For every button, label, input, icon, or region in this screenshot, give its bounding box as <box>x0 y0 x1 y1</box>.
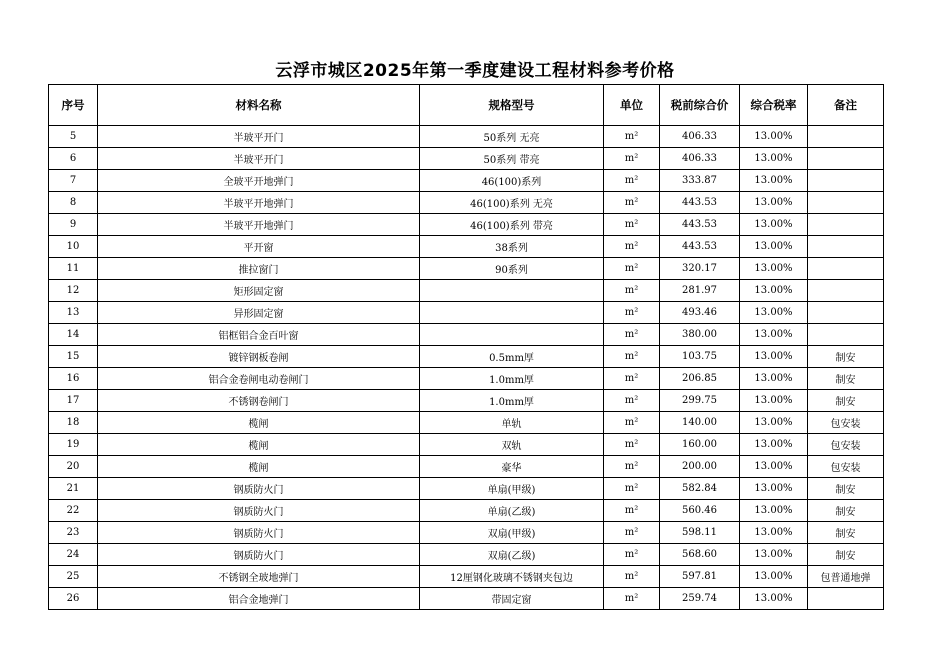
cell-index: 20 <box>49 456 98 478</box>
cell-pretax-price: 598.11 <box>660 522 740 544</box>
cell-spec: 双轨 <box>420 434 604 456</box>
col-header-unit: 单位 <box>604 85 660 126</box>
cell-material-name: 钢质防火门 <box>98 478 420 500</box>
cell-spec: 双扇(乙级) <box>420 544 604 566</box>
cell-pretax-price: 560.46 <box>660 500 740 522</box>
cell-spec: 12厘钢化玻璃不锈钢夹包边 <box>420 566 604 588</box>
cell-material-name: 不锈钢卷闸门 <box>98 390 420 412</box>
cell-index: 13 <box>49 302 98 324</box>
cell-unit: m² <box>604 500 660 522</box>
cell-pretax-price: 380.00 <box>660 324 740 346</box>
cell-spec: 46(100)系列 无亮 <box>420 192 604 214</box>
table-row <box>49 148 884 170</box>
cell-index: 17 <box>49 390 98 412</box>
table-row <box>49 456 884 478</box>
table-row <box>49 544 884 566</box>
table-row <box>49 170 884 192</box>
cell-tax-rate: 13.00% <box>740 346 808 368</box>
cell-material-name: 榄闸 <box>98 456 420 478</box>
cell-remarks <box>808 258 884 280</box>
cell-material-name: 铝框铝合金百叶窗 <box>98 324 420 346</box>
cell-index: 12 <box>49 280 98 302</box>
cell-unit: m² <box>604 368 660 390</box>
cell-spec <box>420 324 604 346</box>
cell-pretax-price: 103.75 <box>660 346 740 368</box>
cell-tax-rate: 13.00% <box>740 500 808 522</box>
cell-index: 11 <box>49 258 98 280</box>
table-row <box>49 214 884 236</box>
cell-spec: 50系列 无亮 <box>420 126 604 148</box>
cell-spec: 46(100)系列 <box>420 170 604 192</box>
cell-unit: m² <box>604 544 660 566</box>
cell-material-name: 钢质防火门 <box>98 544 420 566</box>
cell-remarks: 包安装 <box>808 412 884 434</box>
cell-spec: 90系列 <box>420 258 604 280</box>
cell-remarks <box>808 192 884 214</box>
cell-pretax-price: 160.00 <box>660 434 740 456</box>
cell-material-name: 钢质防火门 <box>98 522 420 544</box>
cell-remarks <box>808 280 884 302</box>
table-body <box>49 126 884 610</box>
cell-pretax-price: 443.53 <box>660 214 740 236</box>
cell-spec: 38系列 <box>420 236 604 258</box>
cell-tax-rate: 13.00% <box>740 258 808 280</box>
cell-material-name: 不锈钢全玻地弹门 <box>98 566 420 588</box>
cell-unit: m² <box>604 192 660 214</box>
page-title: 云浮市城区2025年第一季度建设工程材料参考价格 <box>275 61 675 81</box>
cell-index: 7 <box>49 170 98 192</box>
cell-pretax-price: 597.81 <box>660 566 740 588</box>
cell-pretax-price: 206.85 <box>660 368 740 390</box>
cell-index: 19 <box>49 434 98 456</box>
cell-index: 15 <box>49 346 98 368</box>
cell-unit: m² <box>604 522 660 544</box>
table-row <box>49 302 884 324</box>
cell-pretax-price: 443.53 <box>660 192 740 214</box>
cell-spec: 50系列 带亮 <box>420 148 604 170</box>
cell-remarks: 包普通地弹 <box>808 566 884 588</box>
cell-index: 25 <box>49 566 98 588</box>
cell-spec <box>420 280 604 302</box>
col-header-material-name: 材料名称 <box>98 85 420 126</box>
cell-spec: 1.0mm厚 <box>420 390 604 412</box>
cell-unit: m² <box>604 126 660 148</box>
table-row <box>49 368 884 390</box>
cell-spec: 双扇(甲级) <box>420 522 604 544</box>
table-row <box>49 522 884 544</box>
cell-unit: m² <box>604 258 660 280</box>
cell-material-name: 全玻平开地弹门 <box>98 170 420 192</box>
cell-index: 14 <box>49 324 98 346</box>
cell-remarks: 制安 <box>808 500 884 522</box>
cell-index: 8 <box>49 192 98 214</box>
cell-tax-rate: 13.00% <box>740 522 808 544</box>
cell-unit: m² <box>604 434 660 456</box>
cell-tax-rate: 13.00% <box>740 170 808 192</box>
cell-spec: 带固定窗 <box>420 588 604 610</box>
col-header-pretax-price: 税前综合价 <box>660 85 740 126</box>
table-row <box>49 478 884 500</box>
cell-pretax-price: 568.60 <box>660 544 740 566</box>
cell-remarks: 制安 <box>808 522 884 544</box>
cell-material-name: 榄闸 <box>98 412 420 434</box>
cell-index: 22 <box>49 500 98 522</box>
table-header-row <box>49 85 884 126</box>
cell-index: 6 <box>49 148 98 170</box>
cell-tax-rate: 13.00% <box>740 126 808 148</box>
cell-pretax-price: 406.33 <box>660 126 740 148</box>
cell-tax-rate: 13.00% <box>740 148 808 170</box>
cell-spec: 1.0mm厚 <box>420 368 604 390</box>
col-header-spec: 规格型号 <box>420 85 604 126</box>
cell-index: 26 <box>49 588 98 610</box>
cell-pretax-price: 493.46 <box>660 302 740 324</box>
cell-pretax-price: 333.87 <box>660 170 740 192</box>
cell-tax-rate: 13.00% <box>740 236 808 258</box>
cell-unit: m² <box>604 412 660 434</box>
cell-material-name: 半玻平开门 <box>98 148 420 170</box>
table-row <box>49 500 884 522</box>
table-row <box>49 390 884 412</box>
cell-unit: m² <box>604 280 660 302</box>
cell-spec: 0.5mm厚 <box>420 346 604 368</box>
cell-material-name: 镀锌钢板卷闸 <box>98 346 420 368</box>
col-header-tax-rate: 综合税率 <box>740 85 808 126</box>
cell-material-name: 铝合金卷闸电动卷闸门 <box>98 368 420 390</box>
cell-pretax-price: 259.74 <box>660 588 740 610</box>
cell-remarks <box>808 148 884 170</box>
cell-unit: m² <box>604 566 660 588</box>
cell-index: 9 <box>49 214 98 236</box>
cell-material-name: 半玻平开门 <box>98 126 420 148</box>
col-header-remarks: 备注 <box>808 85 884 126</box>
table-row <box>49 258 884 280</box>
table-row <box>49 192 884 214</box>
cell-tax-rate: 13.00% <box>740 368 808 390</box>
cell-remarks <box>808 588 884 610</box>
cell-material-name: 异形固定窗 <box>98 302 420 324</box>
cell-material-name: 半玻平开地弹门 <box>98 214 420 236</box>
cell-index: 24 <box>49 544 98 566</box>
cell-remarks <box>808 236 884 258</box>
cell-material-name: 铝合金地弹门 <box>98 588 420 610</box>
cell-tax-rate: 13.00% <box>740 214 808 236</box>
cell-spec <box>420 302 604 324</box>
cell-unit: m² <box>604 456 660 478</box>
cell-tax-rate: 13.00% <box>740 478 808 500</box>
table-row <box>49 280 884 302</box>
cell-material-name: 矩形固定窗 <box>98 280 420 302</box>
table-row <box>49 566 884 588</box>
cell-pretax-price: 582.84 <box>660 478 740 500</box>
cell-pretax-price: 320.17 <box>660 258 740 280</box>
cell-tax-rate: 13.00% <box>740 456 808 478</box>
cell-remarks: 制安 <box>808 346 884 368</box>
cell-remarks: 制安 <box>808 390 884 412</box>
table-row <box>49 126 884 148</box>
cell-remarks <box>808 214 884 236</box>
cell-tax-rate: 13.00% <box>740 412 808 434</box>
cell-unit: m² <box>604 478 660 500</box>
cell-unit: m² <box>604 346 660 368</box>
cell-tax-rate: 13.00% <box>740 588 808 610</box>
cell-remarks <box>808 302 884 324</box>
cell-pretax-price: 406.33 <box>660 148 740 170</box>
cell-unit: m² <box>604 302 660 324</box>
cell-remarks <box>808 324 884 346</box>
cell-remarks <box>808 126 884 148</box>
cell-tax-rate: 13.00% <box>740 280 808 302</box>
cell-material-name: 钢质防火门 <box>98 500 420 522</box>
cell-remarks: 包安装 <box>808 456 884 478</box>
cell-tax-rate: 13.00% <box>740 302 808 324</box>
cell-spec: 豪华 <box>420 456 604 478</box>
cell-spec: 单扇(甲级) <box>420 478 604 500</box>
cell-pretax-price: 140.00 <box>660 412 740 434</box>
table-row <box>49 324 884 346</box>
cell-unit: m² <box>604 390 660 412</box>
cell-pretax-price: 299.75 <box>660 390 740 412</box>
cell-remarks <box>808 170 884 192</box>
cell-spec: 单扇(乙级) <box>420 500 604 522</box>
cell-pretax-price: 443.53 <box>660 236 740 258</box>
cell-pretax-price: 281.97 <box>660 280 740 302</box>
cell-unit: m² <box>604 170 660 192</box>
cell-index: 5 <box>49 126 98 148</box>
table-row <box>49 588 884 610</box>
cell-unit: m² <box>604 236 660 258</box>
cell-material-name: 半玻平开地弹门 <box>98 192 420 214</box>
table-row <box>49 346 884 368</box>
col-header-index: 序号 <box>49 85 98 126</box>
cell-remarks: 制安 <box>808 478 884 500</box>
cell-spec: 46(100)系列 带亮 <box>420 214 604 236</box>
cell-index: 18 <box>49 412 98 434</box>
cell-material-name: 推拉窗门 <box>98 258 420 280</box>
cell-material-name: 平开窗 <box>98 236 420 258</box>
cell-tax-rate: 13.00% <box>740 324 808 346</box>
cell-pretax-price: 200.00 <box>660 456 740 478</box>
cell-unit: m² <box>604 214 660 236</box>
cell-unit: m² <box>604 588 660 610</box>
cell-index: 16 <box>49 368 98 390</box>
cell-remarks: 制安 <box>808 368 884 390</box>
cell-unit: m² <box>604 324 660 346</box>
table-row <box>49 236 884 258</box>
table-row <box>49 412 884 434</box>
cell-material-name: 榄闸 <box>98 434 420 456</box>
cell-remarks: 包安装 <box>808 434 884 456</box>
table-row <box>49 434 884 456</box>
cell-remarks: 制安 <box>808 544 884 566</box>
cell-tax-rate: 13.00% <box>740 434 808 456</box>
cell-spec: 单轨 <box>420 412 604 434</box>
cell-tax-rate: 13.00% <box>740 566 808 588</box>
price-table <box>48 84 884 610</box>
cell-tax-rate: 13.00% <box>740 192 808 214</box>
cell-index: 10 <box>49 236 98 258</box>
cell-unit: m² <box>604 148 660 170</box>
cell-index: 23 <box>49 522 98 544</box>
cell-tax-rate: 13.00% <box>740 544 808 566</box>
cell-index: 21 <box>49 478 98 500</box>
cell-tax-rate: 13.00% <box>740 390 808 412</box>
